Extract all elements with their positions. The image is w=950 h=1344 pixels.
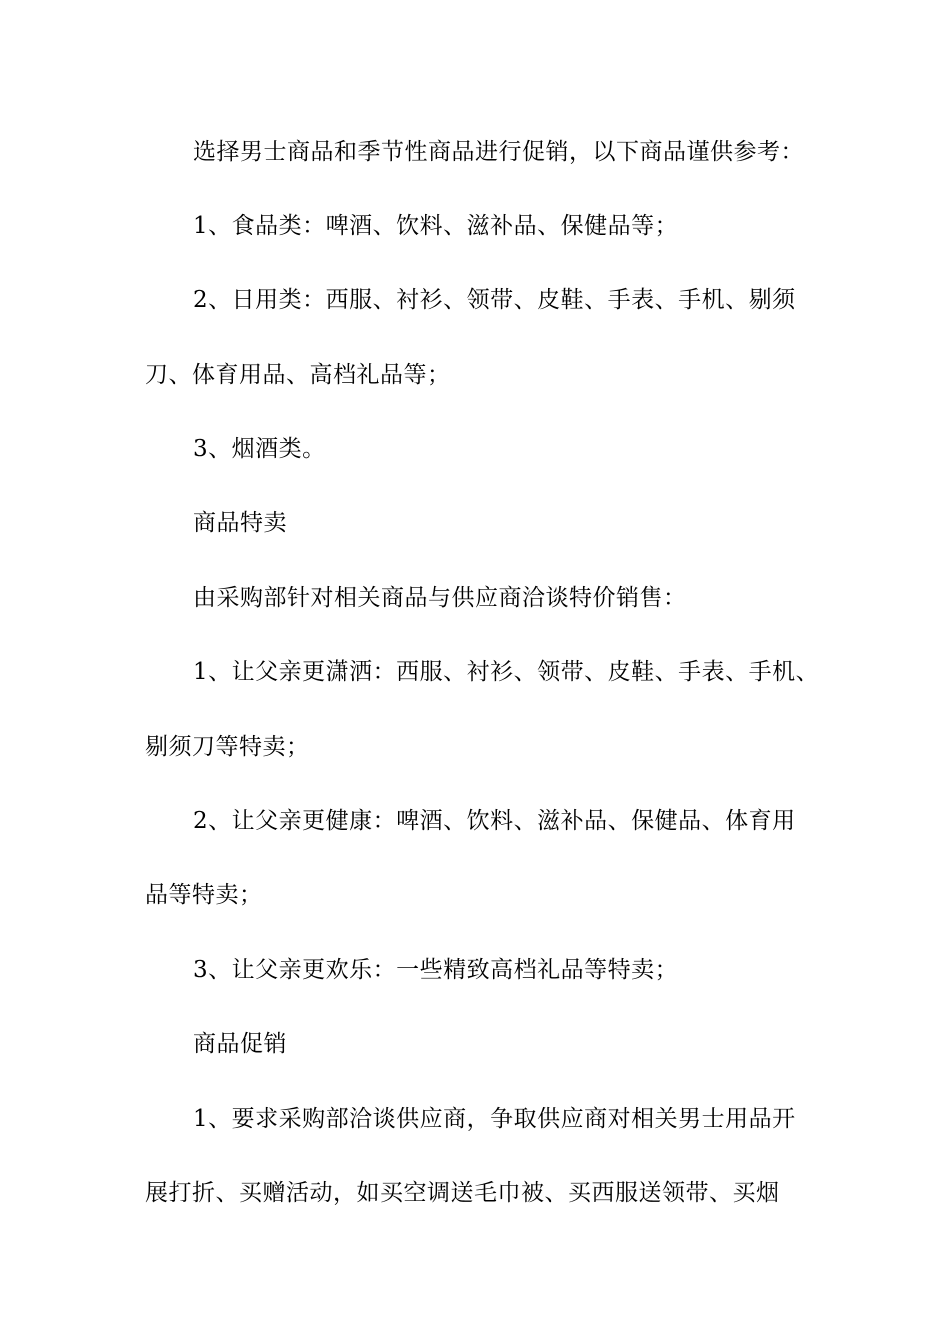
paragraph-special-sale: 由采购部针对相关商品与供应商洽谈特价销售： (193, 585, 687, 611)
list-item-happier: 3、让父亲更欢乐：一些精致高档礼品等特卖； (193, 957, 679, 983)
list-item-tobacco-alcohol: 3、烟酒类。 (193, 436, 326, 462)
list-item-healthier: 2、让父亲更健康：啤酒、饮料、滋补品、保健品、体育用 (193, 808, 796, 834)
list-item-supplier-negotiation-continued: 展打折、买赠活动，如买空调送毛巾被、买西服送领带、买烟 (145, 1180, 780, 1206)
list-item-supplier-negotiation: 1、要求采购部洽谈供应商，争取供应商对相关男士用品开 (193, 1106, 796, 1132)
list-item-food: 1、食品类：啤酒、饮料、滋补品、保健品等； (193, 213, 679, 239)
list-item-healthier-continued: 品等特卖； (145, 882, 263, 908)
list-item-daily-use-continued: 刀、体育用品、高档礼品等； (145, 362, 451, 388)
list-item-daily-use: 2、日用类：西服、衬衫、领带、皮鞋、手表、手机、剔须 (193, 287, 796, 313)
section-heading-promotion: 商品促销 (193, 1031, 287, 1057)
list-item-more-stylish-continued: 剔须刀等特卖； (145, 734, 310, 760)
paragraph-intro: 选择男士商品和季节性商品进行促销，以下商品谨供参考： (193, 139, 804, 165)
section-heading-special-sale: 商品特卖 (193, 510, 287, 536)
list-item-more-stylish: 1、让父亲更潇洒：西服、衬衫、领带、皮鞋、手表、手机、 (193, 659, 820, 685)
